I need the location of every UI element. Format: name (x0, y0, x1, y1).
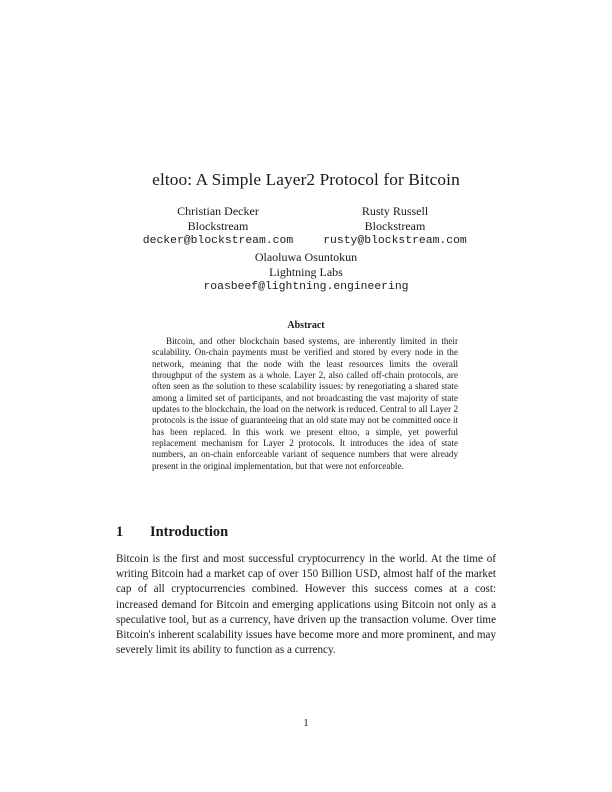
author-email: decker@blockstream.com (142, 235, 294, 248)
author-name: Olaoluwa Osuntokun (254, 250, 358, 264)
author-email: roasbeef@lightning.engineering (203, 281, 409, 294)
page-number: 1 (303, 717, 309, 729)
author-name: Christian Decker (177, 204, 259, 218)
author-affiliation: Blockstream (364, 219, 426, 234)
author-email: rusty@blockstream.com (323, 235, 467, 248)
paper-title: eltoo: A Simple Layer2 Protocol for Bitcoin (152, 170, 460, 189)
author-affiliation: Blockstream (187, 219, 249, 234)
section-title: Introduction (150, 524, 229, 540)
author-block (150, 250, 462, 296)
abstract-heading: Abstract (287, 320, 325, 331)
author-name: Rusty Russell (361, 204, 429, 218)
section-number: 1 (116, 524, 124, 540)
abstract-text: Bitcoin, and other blockchain based systems, are inherently limited in their scalability. On-chain payments must be verified and stored by every node in the network, meaning that the node with the least resources limits the overall throughput of the system as a whole. Layer 2, also called off-chain protocols, are often seen as the solution to these scalability issues: by renegotiating a shared state among a limited set of participants, and not broadcasting the vast majority of state updates to the blockchain, the load on the network is reduced. Central to all Layer 2 protocols is the issue of guaranteeing that an old state may not be committed once it has been replaced. In this work we present eltoo, a simple, yet powerful replacement mechanism for Layer 2 protocols. It introduces the idea of state numbers, an on-chain enforceable variant of sequence numbers that were already present in the original implementation, but that were not enforceable. (152, 336, 458, 471)
section-heading (116, 524, 228, 541)
section-body: Bitcoin is the first and most successful cryptocurrency in the world. At the time of writing Bitcoin had a market cap of over 150 Billion USD, almost half of the market cap of all cryptocurrencies combined. However this success comes at a cost: increased demand for Bitcoin and emerging applications using Bitcoin not only as a speculative tool, but as a currency, have driven up the transaction volume. Over time Bitcoin's inherent scalability issues have become more and more prominent, and may severely limit its ability to function as a currency. (116, 553, 496, 657)
author-affiliation: Lightning Labs (269, 265, 343, 280)
author-block (300, 204, 490, 250)
